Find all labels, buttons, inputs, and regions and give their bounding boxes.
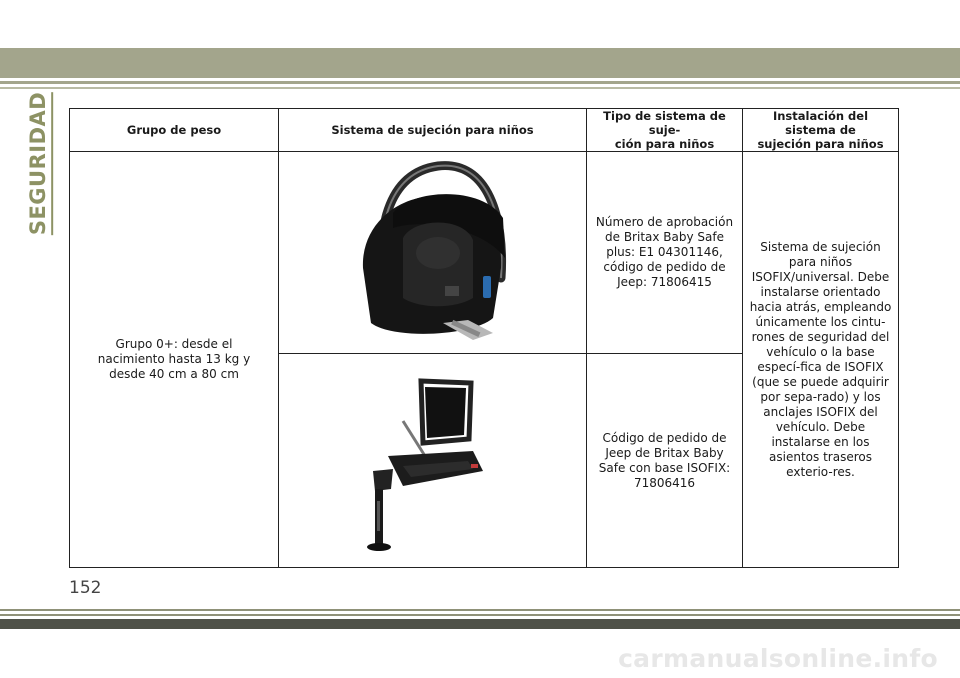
header-installation — [743, 109, 899, 152]
header-system-type-text: Tipo de sistema de suje- ción para niños — [603, 109, 726, 151]
child-seat-table — [69, 108, 899, 568]
table-header-row — [70, 109, 899, 152]
header-installation-text: Instalación del sistema de sujeción para niños — [757, 109, 884, 151]
table-row — [70, 152, 899, 354]
isofix-base-image — [333, 361, 533, 561]
isofix-base-cell — [279, 354, 587, 568]
header-restraint-system: Sistema de sujeción para niños — [279, 109, 587, 152]
footer-rule — [0, 609, 960, 611]
header-rule-thin — [0, 87, 960, 89]
weight-group-text: Grupo 0+: desde el nacimiento hasta 13 kg y desde 40 cm a 80 cm — [97, 337, 251, 381]
section-label — [26, 91, 53, 235]
infant-seat-type-text: Número de aprobación de Britax Baby Safe plus: E1 04301146, código de pedido de Jeep: 71806415 — [595, 215, 734, 289]
header-rule — [0, 81, 960, 84]
header-band — [0, 48, 960, 78]
footer-band — [0, 619, 960, 629]
weight-group-cell — [70, 152, 279, 568]
infant-seat-type-cell — [587, 152, 743, 354]
installation-text: Sistema de sujeción para niños ISOFIX/universal. Debe instalarse orientado hacia atrás, empleando únicamente los cintu-rones de seguridad del vehículo o la base especí-fica de ISOFIX (que se puede adquirir por sepa-rado) y los anclajes ISOFIX del vehículo. Debe instalarse en los asientos traseros exterio-res. — [749, 239, 892, 479]
header-weight-group: Grupo de peso — [70, 109, 279, 152]
installation-cell — [743, 152, 899, 568]
infant-car-seat-image — [333, 158, 533, 348]
isofix-base-type-cell — [587, 354, 743, 568]
infant-seat-cell — [279, 152, 587, 354]
section-label-text: SEGURIDAD — [27, 91, 54, 234]
watermark: carmanualsonline.info — [618, 644, 938, 673]
page-number: 152 — [69, 578, 102, 598]
header-system-type — [587, 109, 743, 152]
footer-rule-2 — [0, 614, 960, 616]
isofix-base-type-text: Código de pedido de Jeep de Britax Baby Safe con base ISOFIX: 71806416 — [598, 430, 731, 490]
